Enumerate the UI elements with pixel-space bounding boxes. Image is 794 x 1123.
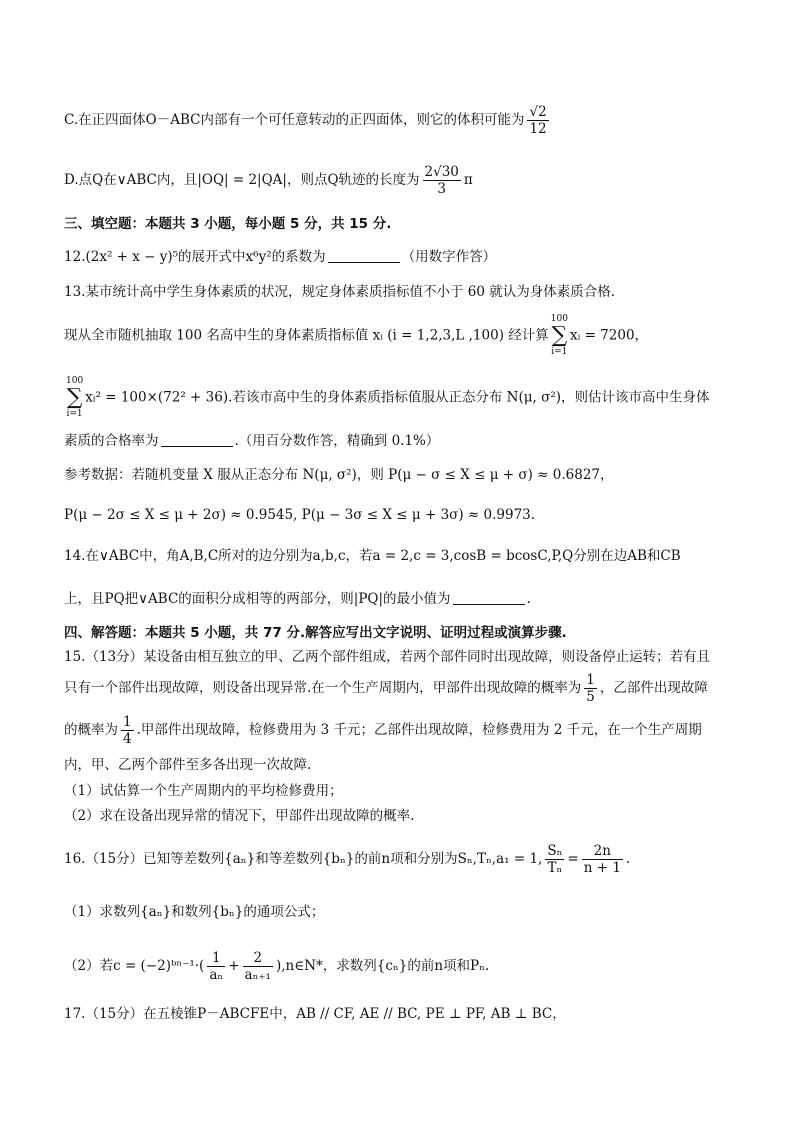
q12-pre: 12.(2x² + x − y)⁵的展开式中x⁶y²的系数为	[64, 249, 326, 265]
q16-sub-1: （1）求数列{aₙ}和数列{bₙ}的通项公式；	[64, 904, 325, 920]
option-d-tail: π	[463, 172, 473, 188]
q16-f1-denominator: Tₙ	[547, 860, 563, 876]
q13-reference-1: 参考数据：若随机变量 X 服从正态分布 N(μ, σ²)，则 P(μ − σ ≤ X ≤ μ + σ) ≈ 0.6827，	[64, 467, 614, 483]
q16-equals: =	[567, 851, 579, 867]
option-c	[64, 104, 552, 137]
q16-f1-numerator: Sₙ	[547, 843, 563, 859]
q13-line-3	[64, 376, 710, 420]
q16-f3-numerator: 1	[207, 950, 225, 967]
option-d-numerator: 2√30	[424, 164, 459, 180]
q15-f2-numerator: 1	[123, 714, 132, 730]
option-c-denominator: 12	[529, 121, 547, 137]
q15-line-2-pre: 只有一个部件出现故障，则设备出现异常.在一个生产周期内，甲部件出现故障的概率为	[64, 680, 582, 696]
sum-upper-limit: 100	[66, 376, 84, 386]
q15-line-2	[64, 672, 708, 705]
q16-f2-denominator: n + 1	[583, 860, 621, 876]
q14-line-2-post: .	[526, 591, 531, 607]
q13-line-2	[64, 314, 648, 358]
q16-fraction-s-t	[545, 843, 564, 876]
q13-line-2-post: xᵢ = 7200，	[569, 327, 649, 344]
sigma-icon: ∑	[66, 385, 83, 410]
q16-fraction-2n	[582, 843, 623, 876]
q14-line-2	[64, 590, 531, 608]
q13-line-4-pre: 素质的合格率为	[64, 433, 159, 449]
q15-f1-numerator: 1	[586, 672, 595, 688]
q13-reference-2: P(μ − 2σ ≤ X ≤ μ + 2σ) ≈ 0.9545, P(μ − 3σ ≤ X ≤ μ + 3σ) ≈ 0.9973.	[64, 507, 536, 523]
q17-line-1: 17.（15分）在五棱锥P－ABCFE中，AB // CF, AE // BC, PE ⊥ PF, AB ⊥ BC，	[64, 1006, 566, 1022]
q13-line-3-text: xᵢ² = 100×(72² + 36).若该市高中生的身体素质指标值服从正态分布 N(μ, σ²)，则估计该市高中生身体	[85, 389, 710, 406]
q13-line-2-pre: 现从全市随机抽取 100 名高中生的身体素质指标值 xᵢ (i = 1,2,3,L ,100) 经计算	[64, 327, 549, 344]
option-d-text: D.点Q在∨ABC内，且|OQ| = 2|QA|，则点Q轨迹的长度为	[64, 172, 420, 188]
q13-sum-2	[66, 376, 83, 420]
q16-f3-denominator: aₙ	[209, 967, 224, 983]
q15-line-3-post: .甲部件出现故障，检修费用为 3 千元；乙部件出现故障，检修费用为 2 千元，在一个生产周期	[136, 722, 702, 738]
q14-line-2-pre: 上，且PQ把∨ABC的面积分成相等的两部分，则|PQ|的最小值为	[64, 591, 451, 607]
q15-line-1: 15.（13分）某设备由相互独立的甲、乙两个部件组成，若两个部件同时出现故障，则设备停止运转；若有且	[64, 649, 711, 665]
option-c-text: C.在正四面体O－ABC内部有一个可任意转动的正四面体，则它的体积可能为	[64, 112, 525, 128]
q14-answer-blank[interactable]	[453, 590, 525, 605]
q15-fraction-1	[584, 672, 597, 705]
q14-line-1: 14.在∨ABC中，角A,B,C所对的边分别为a,b,c，若a = 2,c = 3,cosB = bcosC,P,Q分别在边AB和CB	[64, 548, 681, 564]
q13-line-4	[64, 432, 439, 450]
q15-fraction-2	[121, 714, 134, 747]
q13-sum-1	[551, 314, 568, 358]
sigma-icon: ∑	[551, 323, 568, 348]
q16-f4-denominator: aₙ₊₁	[244, 967, 271, 983]
q16-line-1	[64, 843, 630, 876]
option-c-fraction	[527, 104, 548, 137]
q15-sub-1: （1）试估算一个生产周期内的平均检修费用；	[64, 783, 343, 799]
q15-f1-denominator: 5	[586, 689, 595, 705]
sum-lower-limit: i=1	[551, 347, 568, 357]
option-d-denominator: 3	[437, 181, 447, 197]
q12-answer-blank[interactable]	[328, 248, 400, 263]
q16-line-1-pre: 16.（15分）已知等差数列{aₙ}和等差数列{bₙ}的前n项和分别为Sₙ,Tₙ,a₁ = 1,	[64, 851, 543, 867]
q16-fraction-3	[207, 950, 225, 983]
q15-line-3	[64, 714, 702, 747]
sum-lower-limit: i=1	[66, 409, 83, 419]
q16-sub-2-post: ),n∈N*，求数列{cₙ}的前n项和Pₙ.	[275, 958, 490, 974]
q16-plus: +	[228, 958, 240, 974]
q16-sub-2	[64, 950, 489, 983]
q15-line-2-post: ，乙部件出现故障	[599, 680, 708, 696]
q15-f2-denominator: 4	[123, 731, 132, 747]
option-d-fraction	[423, 164, 461, 197]
q15-line-4: 内，甲、乙两个部件至多各出现一次故障.	[64, 757, 312, 773]
q16-f2-numerator: 2n	[582, 843, 623, 860]
section-3-title: 三、填空题：本题共 3 小题，每小题 5 分，共 15 分.	[64, 216, 392, 232]
option-c-numerator: √2	[529, 104, 547, 120]
q16-sub-2-pre: （2）若c = (−2)ᵇⁿ⁻¹·(	[64, 958, 205, 974]
q13-line-4-post: .（用百分数作答，精确到 0.1%）	[234, 433, 440, 449]
q16-f4-numerator: 2	[243, 950, 273, 967]
q13-line-1: 13.某市统计高中学生身体素质的状况，规定身体素质指标值不小于 60 就认为身体素质合格.	[64, 284, 616, 300]
q16-line-1-post: .	[625, 851, 631, 867]
q15-line-3-pre: 的概率为	[64, 722, 118, 738]
section-4-title: 四、解答题：本题共 5 小题，共 77 分.解答应写出文字说明、证明过程或演算步骤.	[64, 625, 567, 641]
question-12	[64, 248, 496, 266]
q16-fraction-4	[243, 950, 273, 983]
q12-post: （用数字作答）	[401, 249, 497, 265]
sum-upper-limit: 100	[550, 314, 568, 324]
q15-sub-2: （2）求在设备出现异常的情况下，甲部件出现故障的概率.	[64, 808, 415, 824]
option-d	[64, 164, 473, 197]
q13-answer-blank[interactable]	[161, 432, 233, 447]
